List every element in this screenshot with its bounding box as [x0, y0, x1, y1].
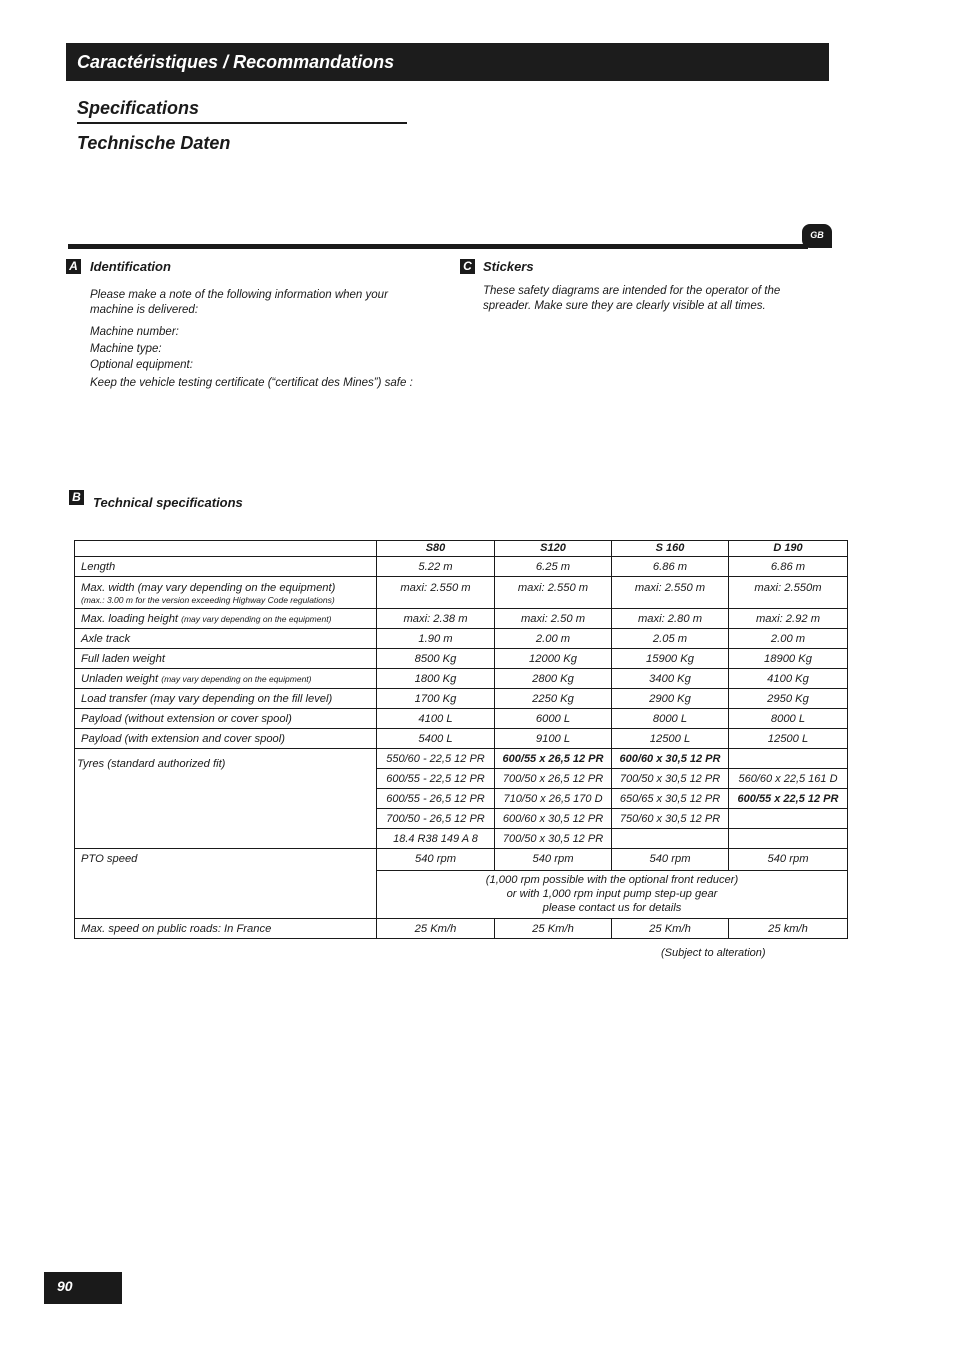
table-row: [75, 649, 848, 669]
table-row: [75, 919, 848, 939]
subtitle-underline: [77, 122, 407, 124]
row-label-load-transfer: Load transfer (may vary depending on the fill level): [75, 689, 377, 709]
tyre-cell: 18.4 R38 149 A 8: [377, 829, 495, 849]
max-width-label: Max. width (may vary depending on the equipment): [81, 582, 336, 594]
table-row: [75, 577, 848, 609]
cell-value: 1800 Kg: [377, 669, 495, 689]
cell-value: 12000 Kg: [495, 649, 612, 669]
section-c-title: Stickers: [483, 259, 534, 274]
spec-table: [74, 540, 848, 939]
tyre-cell: 650/65 x 30,5 12 PR: [612, 789, 729, 809]
cell-value: maxi: 2.38 m: [377, 609, 495, 629]
cell-value: 9100 L: [495, 729, 612, 749]
table-row: [75, 609, 848, 629]
cell-value: 6.25 m: [495, 557, 612, 577]
cell-value: 2.05 m: [612, 629, 729, 649]
cell-value: maxi: 2.550 m: [612, 577, 729, 609]
pto-note: [377, 871, 848, 919]
cell-value: 2.00 m: [495, 629, 612, 649]
column-header-s80: S80: [377, 541, 495, 557]
column-header-s160: S 160: [612, 541, 729, 557]
tyre-cell: 710/50 x 26,5 170 D: [495, 789, 612, 809]
row-label-payload-with: Payload (with extension and cover spool): [75, 729, 377, 749]
field-optional-equipment: Optional equipment:: [90, 359, 193, 371]
table-row: [75, 689, 848, 709]
page-number-box: [44, 1272, 122, 1304]
pto-note-line: (1,000 rpm possible with the optional front reducer): [485, 874, 739, 886]
cell-value: maxi: 2.550 m: [495, 577, 612, 609]
section-rule: [68, 244, 808, 249]
cell-value: 12500 L: [729, 729, 848, 749]
cell-value: 25 Km/h: [377, 919, 495, 939]
cell-value: 2250 Kg: [495, 689, 612, 709]
tyre-cell: 750/60 x 30,5 12 PR: [612, 809, 729, 829]
subtitle-technische-daten: Technische Daten: [77, 133, 231, 153]
pto-note-line: please contact us for details: [542, 902, 682, 914]
cell-value: 6.86 m: [612, 557, 729, 577]
cell-value: 4100 L: [377, 709, 495, 729]
cell-value: 8500 Kg: [377, 649, 495, 669]
column-header-d190: D 190: [729, 541, 848, 557]
section-a-title: Identification: [90, 259, 171, 274]
table-row: [75, 749, 848, 769]
tyre-cell: [729, 829, 848, 849]
tyre-cell: [729, 809, 848, 829]
tyre-cell: 700/50 - 26,5 12 PR: [377, 809, 495, 829]
max-loading-height-label: Max. loading height: [81, 613, 179, 625]
cell-value: 1.90 m: [377, 629, 495, 649]
row-label-pto-speed: PTO speed: [75, 849, 377, 919]
table-header-row: [75, 541, 848, 557]
cell-value: 2800 Kg: [495, 669, 612, 689]
header-empty-cell: [75, 541, 377, 557]
row-label-max-speed: Max. speed on public roads: In France: [75, 919, 377, 939]
section-c-marker: C: [460, 259, 475, 274]
page-number: 90: [57, 1278, 73, 1294]
cell-value: 2900 Kg: [612, 689, 729, 709]
cell-value: 4100 Kg: [729, 669, 848, 689]
tyre-cell: [612, 829, 729, 849]
field-machine-number: Machine number:: [90, 326, 179, 338]
tyre-cell: 600/55 x 22,5 12 PR: [729, 789, 848, 809]
cell-value: maxi: 2.50 m: [495, 609, 612, 629]
row-label-length: Length: [75, 557, 377, 577]
tyre-cell: 700/50 x 26,5 12 PR: [495, 769, 612, 789]
cell-value: maxi: 2.550 m: [377, 577, 495, 609]
table-row: [75, 557, 848, 577]
section-b-marker: B: [69, 490, 84, 505]
cell-value: 1700 Kg: [377, 689, 495, 709]
table-row: [75, 729, 848, 749]
section-a-intro: Please make a note of the following information when your machine is delivered:: [90, 289, 388, 316]
cell-value: 540 rpm: [495, 849, 612, 871]
tyre-cell: 700/50 x 30,5 12 PR: [612, 769, 729, 789]
header-bar: [66, 43, 829, 81]
cell-value: 6000 L: [495, 709, 612, 729]
table-row: [75, 669, 848, 689]
table-row: [75, 709, 848, 729]
cell-value: 18900 Kg: [729, 649, 848, 669]
tyre-cell: 600/55 - 22,5 12 PR: [377, 769, 495, 789]
tyre-cell: [729, 749, 848, 769]
cell-value: maxi: 2.550m: [729, 577, 848, 609]
cell-value: 5400 L: [377, 729, 495, 749]
unladen-weight-label: Unladen weight: [81, 673, 159, 685]
section-c-text: These safety diagrams are intended for the operator of the spreader. Make sure they are clearly visible at all times.: [483, 285, 781, 312]
row-label-max-loading-height: [75, 609, 377, 629]
tyre-cell: 560/60 x 22,5 161 D: [729, 769, 848, 789]
subtitle-specifications: Specifications: [77, 98, 200, 118]
cell-value: 15900 Kg: [612, 649, 729, 669]
row-label-axle-track: Axle track: [75, 629, 377, 649]
tyre-cell: 600/55 x 26,5 12 PR: [495, 749, 612, 769]
max-width-note: (max.: 3.00 m for the version exceeding Highway Code regulations): [81, 595, 335, 605]
cell-value: 2.00 m: [729, 629, 848, 649]
row-label-unladen-weight: [75, 669, 377, 689]
section-b-title: Technical specifications: [93, 495, 243, 510]
tyre-cell: 600/60 x 30,5 12 PR: [612, 749, 729, 769]
row-label-full-laden-weight: Full laden weight: [75, 649, 377, 669]
cell-value: 8000 L: [729, 709, 848, 729]
cell-value: 8000 L: [612, 709, 729, 729]
cell-value: 25 Km/h: [612, 919, 729, 939]
tyre-cell: 550/60 - 22,5 12 PR: [377, 749, 495, 769]
row-label-tyres: Tyres (standard authorized fit): [75, 749, 377, 849]
alteration-note: (Subject to alteration): [661, 947, 766, 959]
cell-value: 25 km/h: [729, 919, 848, 939]
tyre-cell: 600/60 x 30,5 12 PR: [495, 809, 612, 829]
language-badge-label: GB: [810, 230, 824, 240]
cell-value: 2950 Kg: [729, 689, 848, 709]
cell-value: 540 rpm: [377, 849, 495, 871]
tyre-cell: 700/50 x 30,5 12 PR: [495, 829, 612, 849]
certificate-note: Keep the vehicle testing certificate (“certificat des Mines”) safe :: [90, 377, 413, 389]
cell-value: maxi: 2.80 m: [612, 609, 729, 629]
tyre-cell: 600/55 - 26,5 12 PR: [377, 789, 495, 809]
cell-value: 5.22 m: [377, 557, 495, 577]
cell-value: 25 Km/h: [495, 919, 612, 939]
header-title: Caractéristiques / Recommandations: [77, 52, 395, 72]
unladen-weight-note: (may vary depending on the equipment): [161, 674, 312, 684]
column-header-s120: S120: [495, 541, 612, 557]
field-machine-type: Machine type:: [90, 343, 162, 355]
cell-value: 3400 Kg: [612, 669, 729, 689]
section-a-marker: A: [66, 259, 81, 274]
row-label-payload-without: Payload (without extension or cover spool): [75, 709, 377, 729]
cell-value: 540 rpm: [612, 849, 729, 871]
cell-value: 12500 L: [612, 729, 729, 749]
table-row: [75, 629, 848, 649]
max-loading-height-note: (may vary depending on the equipment): [181, 614, 332, 624]
row-label-max-width: [75, 577, 377, 609]
cell-value: maxi: 2.92 m: [729, 609, 848, 629]
cell-value: 6.86 m: [729, 557, 848, 577]
table-row: [75, 849, 848, 871]
cell-value: 540 rpm: [729, 849, 848, 871]
pto-note-line: or with 1,000 rpm input pump step-up gear: [506, 888, 718, 900]
